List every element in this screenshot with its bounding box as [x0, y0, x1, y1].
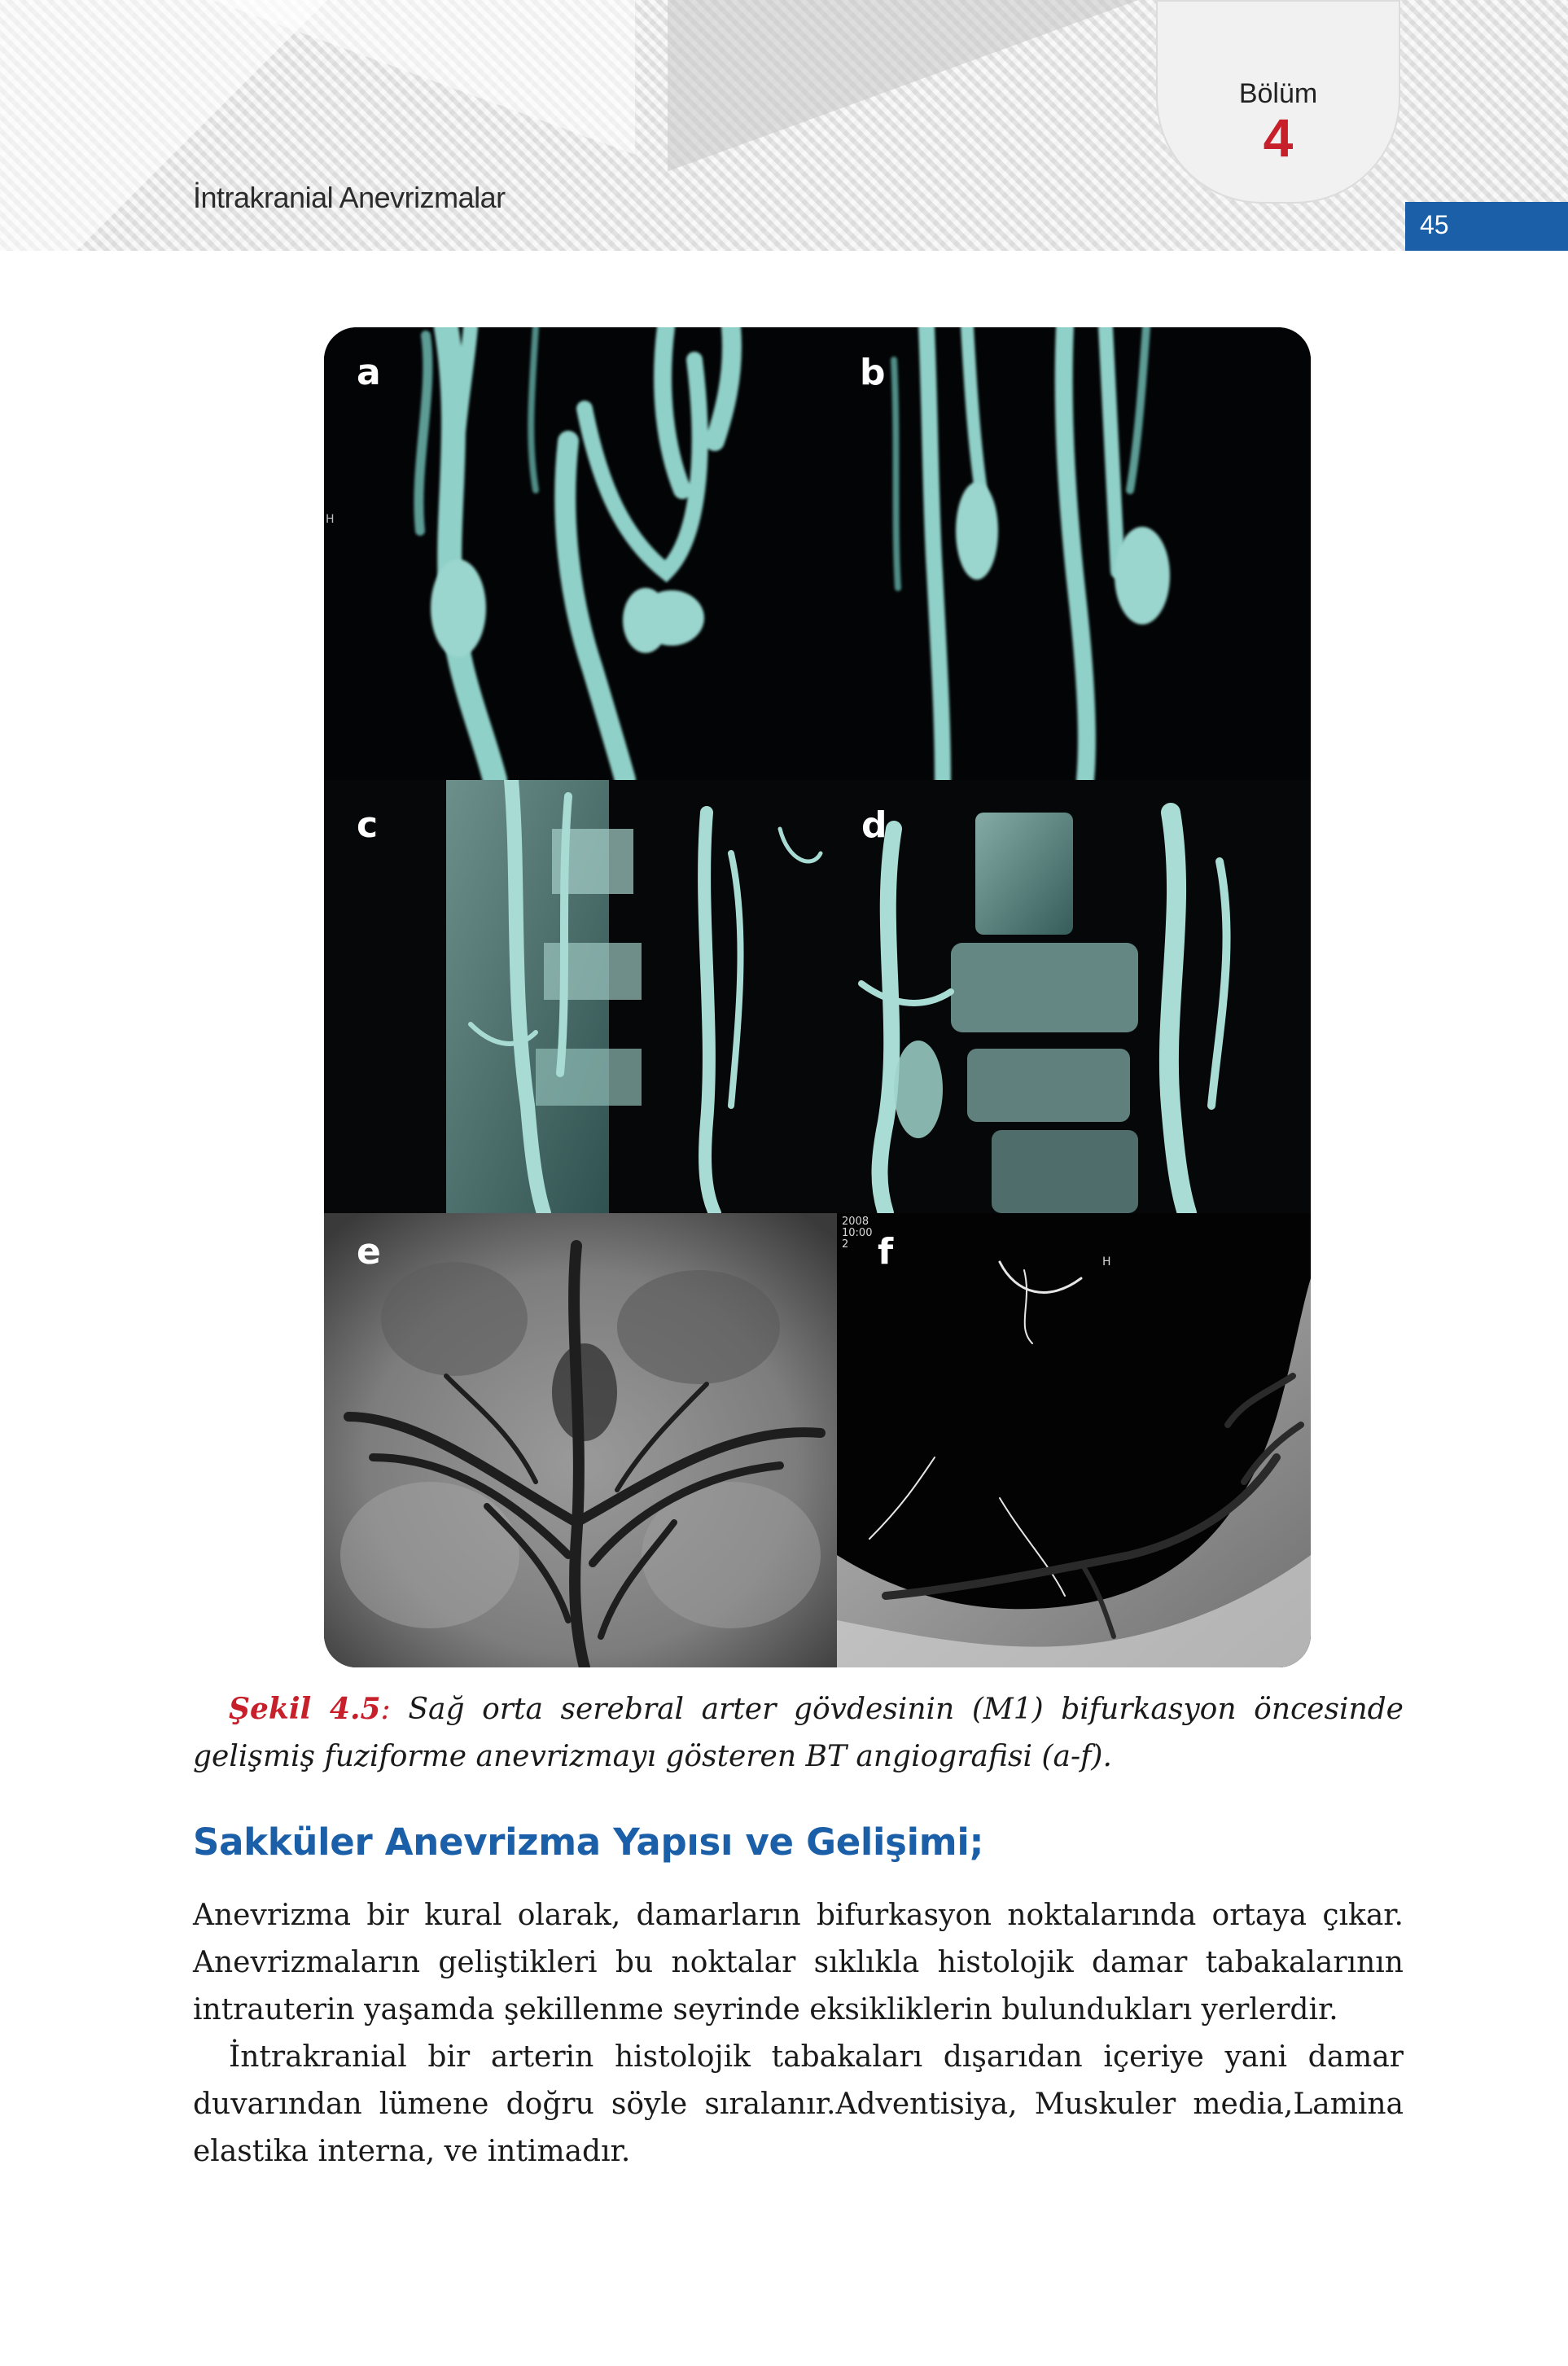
page-number-bar: [1405, 202, 1568, 251]
figure-panel-d: [829, 780, 1311, 1213]
figure-panel-ab: [324, 327, 1311, 780]
figure-caption-colon: :: [380, 1693, 391, 1726]
panel-label-f: f: [878, 1231, 894, 1273]
paragraph: İntrakranial bir arterin histolojik tabakaları dışarıdan içeriye yani damar duvarından lümene doğru söyle sıralanır.Adventisiya, Muskuler media,Lamina elastika interna, ve intimadır.: [193, 2040, 1404, 2168]
panel-label-b: b: [860, 352, 886, 393]
figure-panel-f: [837, 1213, 1311, 1667]
orientation-mark: H: [326, 513, 335, 526]
figure-caption: [193, 1685, 1404, 1781]
cta-spine-image: [324, 780, 829, 1213]
panel-label-e: e: [357, 1231, 381, 1273]
paragraph: Anevrizma bir kural olarak, damarların bifurkasyon noktalarında ortaya çıkar. Anevrizmaların geliştikleri bu noktalar sıklıkla histolojik damar tabakalarının intrauterin yaşamda şekillenme seyrinde eksikliklerin bulundukları yerlerdir.: [193, 1899, 1404, 2026]
chapter-tab: [1156, 0, 1400, 204]
header-decoration: [212, 0, 635, 155]
orientation-mark: H: [1102, 1255, 1111, 1268]
header-decoration: [668, 0, 1156, 251]
page-number: 45: [1420, 210, 1449, 239]
scan-stamp: [842, 1216, 872, 1251]
running-title: İntrakranial Anevrizmalar: [193, 181, 506, 214]
chapter-label: Bölüm: [1238, 78, 1318, 109]
figure-caption-text: Sağ orta serebral arter gövdesinin (M1) bifurkasyon öncesinde gelişmiş fuziforme anevrizmayı gösteren BT angiografisi (a-f).: [193, 1693, 1404, 1773]
scan-stamp-text: 2008 10:00 2: [842, 1216, 873, 1251]
panel-label-d: d: [861, 804, 887, 846]
figure-panel-e: [324, 1213, 837, 1667]
body-text: [193, 1892, 1404, 2175]
cta-vessels-image: [324, 327, 1311, 780]
cta-spine-image: [829, 780, 1311, 1213]
figure-panel-c: [324, 780, 829, 1213]
cta-skull-base-image: [324, 1213, 837, 1667]
chapter-number: 4: [1263, 107, 1294, 168]
page-header: [0, 0, 1568, 251]
figure-caption-label: Şekil 4.5: [229, 1692, 381, 1726]
figure-4-5: [324, 327, 1311, 1667]
section-heading: Sakküler Anevrizma Yapısı ve Gelişimi;: [193, 1821, 984, 1864]
panel-label-c: c: [357, 804, 379, 846]
cta-skull-base-image: [837, 1213, 1311, 1667]
panel-label-a: a: [357, 352, 381, 393]
